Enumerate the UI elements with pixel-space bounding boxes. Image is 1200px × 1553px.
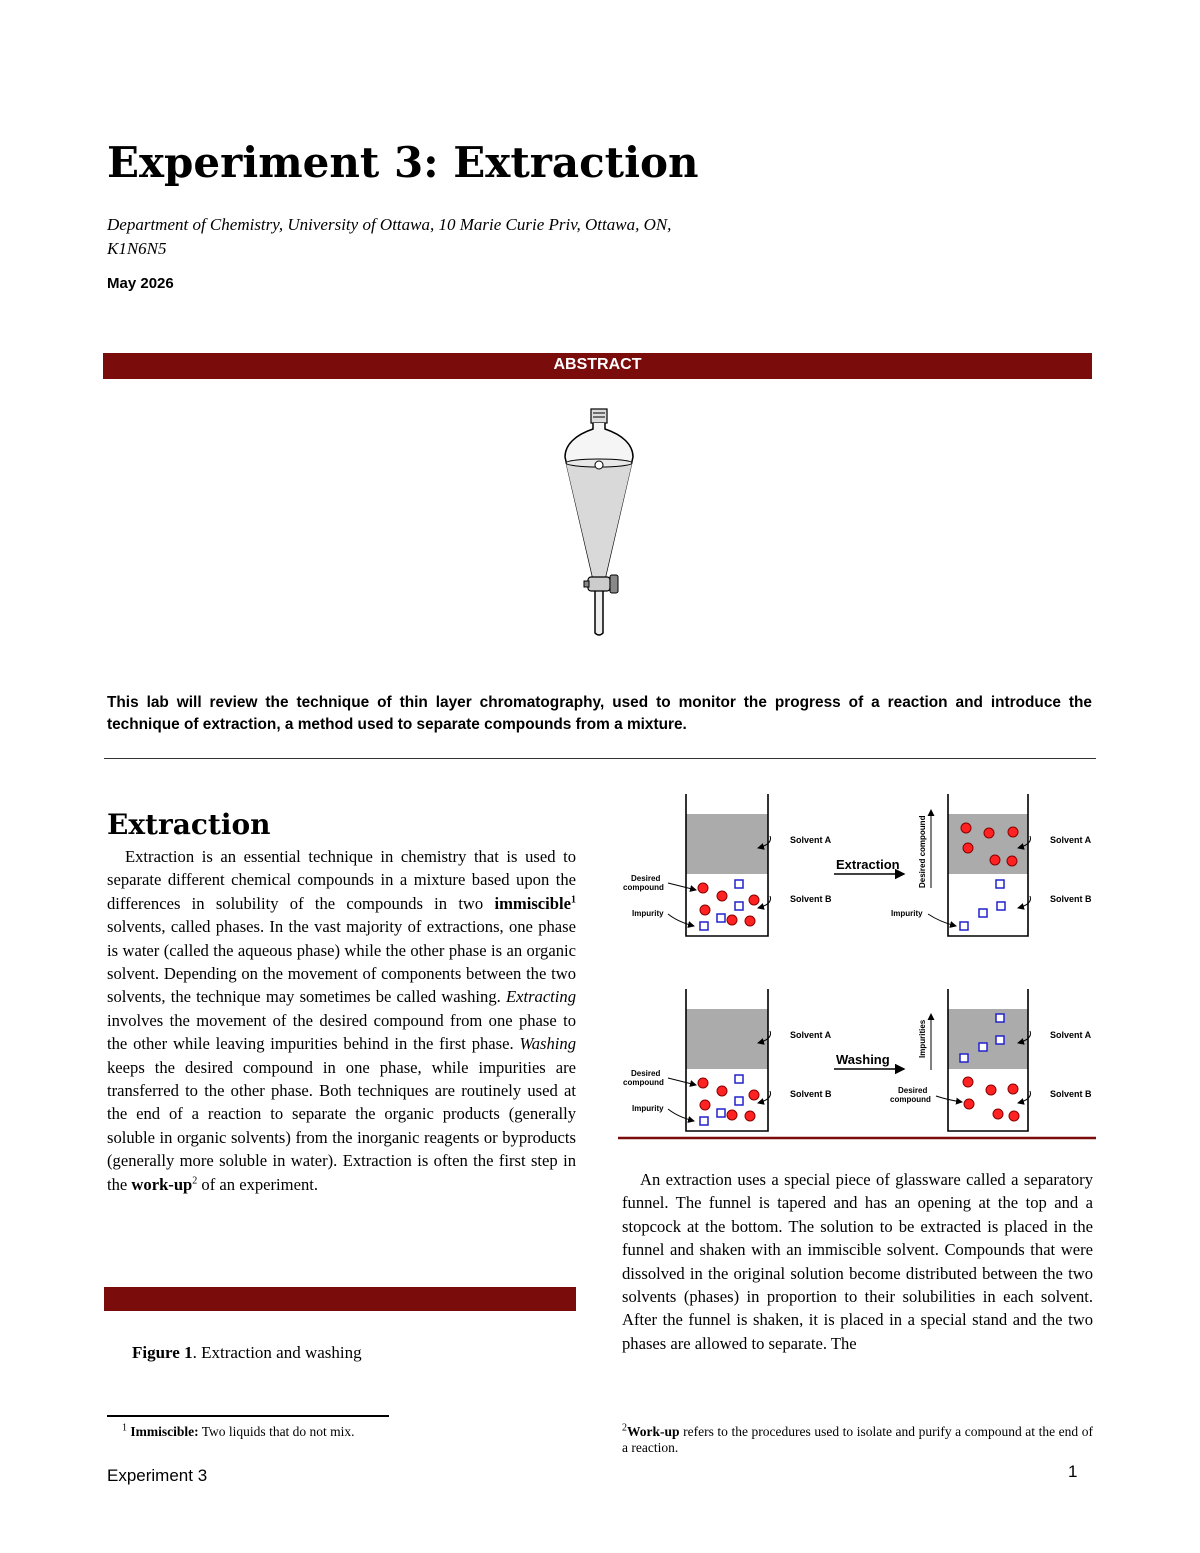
extraction-washing-diagram [618, 788, 1098, 1143]
solvent-b-label: Solvent B [790, 1089, 832, 1099]
footnote-1 [122, 1424, 422, 1440]
beaker-extraction-after [891, 794, 1092, 936]
desired-compound-label-line1: Desired [631, 1069, 661, 1078]
term-work-up: work-up [131, 1174, 193, 1194]
affiliation-line2: K1N6N5 [107, 239, 167, 258]
impurity-label: Impurity [891, 909, 923, 918]
extraction-paragraph [107, 845, 576, 1196]
solvent-a-label: Solvent A [1050, 835, 1092, 845]
footnote-term: Work-up [627, 1424, 680, 1439]
solvent-a-label: Solvent A [790, 1030, 832, 1040]
solvent-a-label: Solvent A [790, 835, 832, 845]
solvent-a-label: Solvent A [1050, 1030, 1092, 1040]
beaker-washing-before [623, 989, 832, 1131]
desired-compound-label-line1: Desired [631, 874, 661, 883]
footnote-rule [107, 1415, 389, 1417]
affiliation-line1: Department of Chemistry, University of Ottawa, 10 Marie Curie Priv, Ottawa, ON, [107, 215, 672, 234]
divider [104, 758, 1096, 759]
desired-compound-label-line2: compound [623, 883, 664, 892]
term-immiscible: immiscible [494, 893, 571, 913]
separatory-funnel-illustration [555, 405, 645, 640]
footnote-ref-2[interactable]: 2 [192, 1175, 198, 1187]
desired-compound-label-line1: Desired [898, 1086, 928, 1095]
beaker-extraction-before [623, 794, 832, 936]
extraction-label: Extraction [836, 857, 900, 872]
footnote-ref-1[interactable]: 1 [571, 894, 576, 906]
impurity-label: Impurity [632, 1104, 664, 1113]
footnote-number: 1 [122, 1422, 127, 1434]
page-number: 1 [1068, 1462, 1078, 1481]
washing-label: Washing [836, 1052, 890, 1067]
text-run: involves the movement of the desired compound from one phase to the other while leaving impurities behind in the first phase. [107, 1010, 576, 1054]
footer-label: Experiment 3 [107, 1466, 208, 1485]
page-title: Experiment 3: Extraction [107, 138, 699, 187]
figure-label: Figure 1 [132, 1343, 193, 1362]
section-heading-extraction: Extraction [107, 808, 271, 841]
figure-bar [104, 1287, 576, 1311]
beaker-washing-after [890, 989, 1092, 1131]
footnote-2 [622, 1424, 1093, 1456]
solvent-b-label: Solvent B [1050, 1089, 1092, 1099]
footnote-text: Two liquids that do not mix. [198, 1424, 355, 1439]
desired-compound-label-line2: compound [623, 1078, 664, 1087]
text-run: Extraction is an essential technique in chemistry that is used to separate different chemical compounds in a mixture based upon the differences in solubility of the compounds in two [107, 847, 576, 913]
abstract-heading: ABSTRACT [103, 353, 1092, 379]
abstract-text: This lab will review the technique of thin layer chromatography, used to monitor the progress of a reaction and introduce the technique of extraction, a method used to separate compounds from a mixture. [107, 694, 1092, 733]
figure-caption [132, 1343, 362, 1363]
term-washing: Washing [519, 1034, 576, 1054]
figure-caption-text: . Extraction and washing [192, 1343, 362, 1362]
impurity-label: Impurity [632, 909, 664, 918]
text-run: of an experiment. [197, 1174, 318, 1194]
paragraph-text: An extraction uses a special piece of glassware called a separatory funnel. The funnel is tapered and has an opening at the top and a stopcock at the bottom. The solution to be extracted is placed in the funnel and shaken with an immiscible solvent. Compounds that were dissolved in the original solution become distributed between the two solvents (phases) in proportion to their solubilities in each solvent. After the funnel is shaken, it is placed in a special stand and the two phases are allowed to separate. The [622, 1170, 1093, 1353]
publication-date: May 2026 [107, 275, 174, 292]
desired-compound-vertical-label: Desired compound [918, 815, 927, 888]
term-extracting: Extracting [505, 987, 576, 1007]
affiliation [107, 213, 807, 261]
solvent-b-label: Solvent B [1050, 894, 1092, 904]
footnote-number: 2 [622, 1422, 627, 1434]
desired-compound-label-line2: compound [890, 1095, 931, 1104]
footnote-text: refers to the procedures used to isolate and purify a compound at the end of a reaction. [622, 1424, 1093, 1455]
separatory-funnel-paragraph [622, 1168, 1093, 1355]
text-run: solvents, called phases. In the vast majority of extractions, one phase is water (called the aqueous phase) while the other phase is an organic solvent. Depending on the movement of components between the two solvents, the technique may sometimes be called washing. [107, 917, 576, 1007]
impurities-vertical-label: Impurities [918, 1019, 927, 1058]
solvent-b-label: Solvent B [790, 894, 832, 904]
text-run: keeps the desired compound in one phase, while impurities are transferred to the other phase. Both techniques are routinely used at the end of a reaction to separate the organic products (generally soluble in organic solvents) from the inorganic reagents or byproducts (generally more soluble in water). Extraction is often the first step in the [107, 1057, 576, 1194]
footnote-term: Immiscible: [130, 1424, 199, 1439]
